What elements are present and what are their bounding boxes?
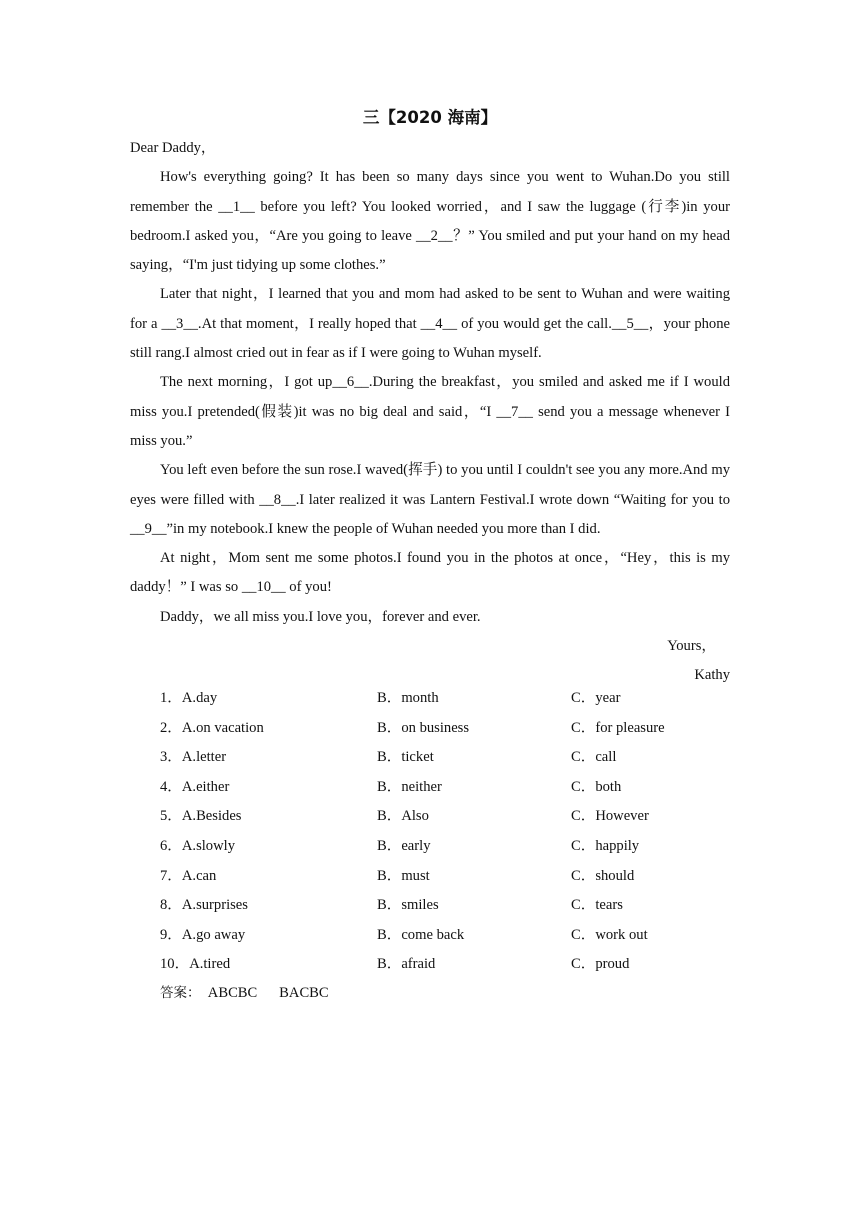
letter-closing: Yours，	[667, 638, 716, 655]
letter-paragraph: How's everything going? It has been so many days since you went to Wuhan.Do you still remember the __1__ before you left? You looked worried，and I saw the luggage (行李)in your bedroom.I asked you，“Are you going to leave __2__？” You smiled and put your hand on my head saying，“I'm just tidying up some clothes.”	[130, 169, 730, 274]
letter-paragraph: Later that night，I learned that you and mom had asked to be sent to Wuhan and were waiting for a __3__.At that moment，I really hoped that __4__ of you would get the call.__5__，your phone still rang.I almost cried out in fear as if I were going to Wuhan myself.	[130, 286, 730, 362]
letter-body	[130, 134, 730, 691]
option-b: B．month	[377, 690, 439, 706]
question-row	[160, 714, 730, 744]
option-c: C．both	[571, 778, 622, 795]
question-list	[160, 684, 730, 980]
page-title: 三【2020 海南】	[362, 108, 498, 127]
question-row	[160, 684, 730, 714]
option-b: B．early	[377, 837, 431, 854]
option-c: C．However	[571, 808, 649, 825]
option-a: 9．A.go away	[160, 926, 246, 943]
letter-paragraph: Daddy，we all miss you.I love you，forever and ever.	[160, 608, 481, 625]
option-c: C．call	[571, 749, 617, 766]
question-row	[160, 891, 730, 921]
option-c: C．for pleasure	[571, 719, 665, 736]
option-a: 8．A.surprises	[160, 897, 248, 914]
option-c: C．happily	[571, 837, 640, 854]
answer-group-2: BACBC	[279, 985, 329, 1001]
option-c: C．proud	[571, 956, 630, 973]
option-b: B．afraid	[377, 956, 436, 973]
answer-label: 答案：	[160, 985, 201, 1001]
option-a: 2．A.on vacation	[160, 719, 264, 736]
question-row	[160, 773, 730, 803]
option-b: B．come back	[377, 926, 465, 943]
letter-greeting: Dear Daddy，	[130, 140, 216, 156]
option-a: 1．A.day	[160, 690, 218, 706]
answer-key	[160, 979, 329, 1009]
option-a: 7．A.can	[160, 867, 217, 884]
answer-group-1: ABCBC	[207, 985, 258, 1001]
option-b: B．must	[377, 867, 430, 884]
letter-signature: Kathy	[694, 667, 730, 684]
option-a: 5．A.Besides	[160, 808, 242, 825]
question-row	[160, 950, 730, 980]
letter-paragraph: At night，Mom sent me some photos.I found you in the photos at once，“Hey，this is my daddy！” I was so __10__ of you!	[130, 550, 730, 596]
option-a: 10．A.tired	[160, 956, 231, 973]
question-row	[160, 743, 730, 773]
option-c: C．work out	[571, 926, 648, 943]
question-row	[160, 832, 730, 862]
option-b: B．on business	[377, 719, 470, 736]
option-a: 4．A.either	[160, 778, 230, 795]
letter-paragraph: The next morning，I got up__6__.During the breakfast，you smiled and asked me if I would miss you.I pretended(假装)it was no big deal and said，“I __7__ send you a message whenever I miss you.”	[130, 374, 730, 449]
option-b: B．smiles	[377, 897, 439, 914]
question-row	[160, 802, 730, 832]
option-c: C．year	[571, 690, 621, 706]
option-b: B．Also	[377, 808, 429, 825]
option-b: B．ticket	[377, 749, 434, 766]
letter-paragraph: You left even before the sun rose.I waved(挥手) to you until I couldn't see you any more.And my eyes were filled with __8__.I later realized it was Lantern Festival.I wrote down “Waiting for you to __9__”in my notebook.I knew the people of Wuhan needed you more than I did.	[130, 462, 730, 537]
option-a: 6．A.slowly	[160, 837, 235, 854]
option-c: C．tears	[571, 897, 623, 914]
question-row	[160, 862, 730, 892]
question-row	[160, 921, 730, 951]
option-b: B．neither	[377, 778, 442, 795]
option-c: C．should	[571, 867, 635, 884]
option-a: 3．A.letter	[160, 749, 227, 766]
